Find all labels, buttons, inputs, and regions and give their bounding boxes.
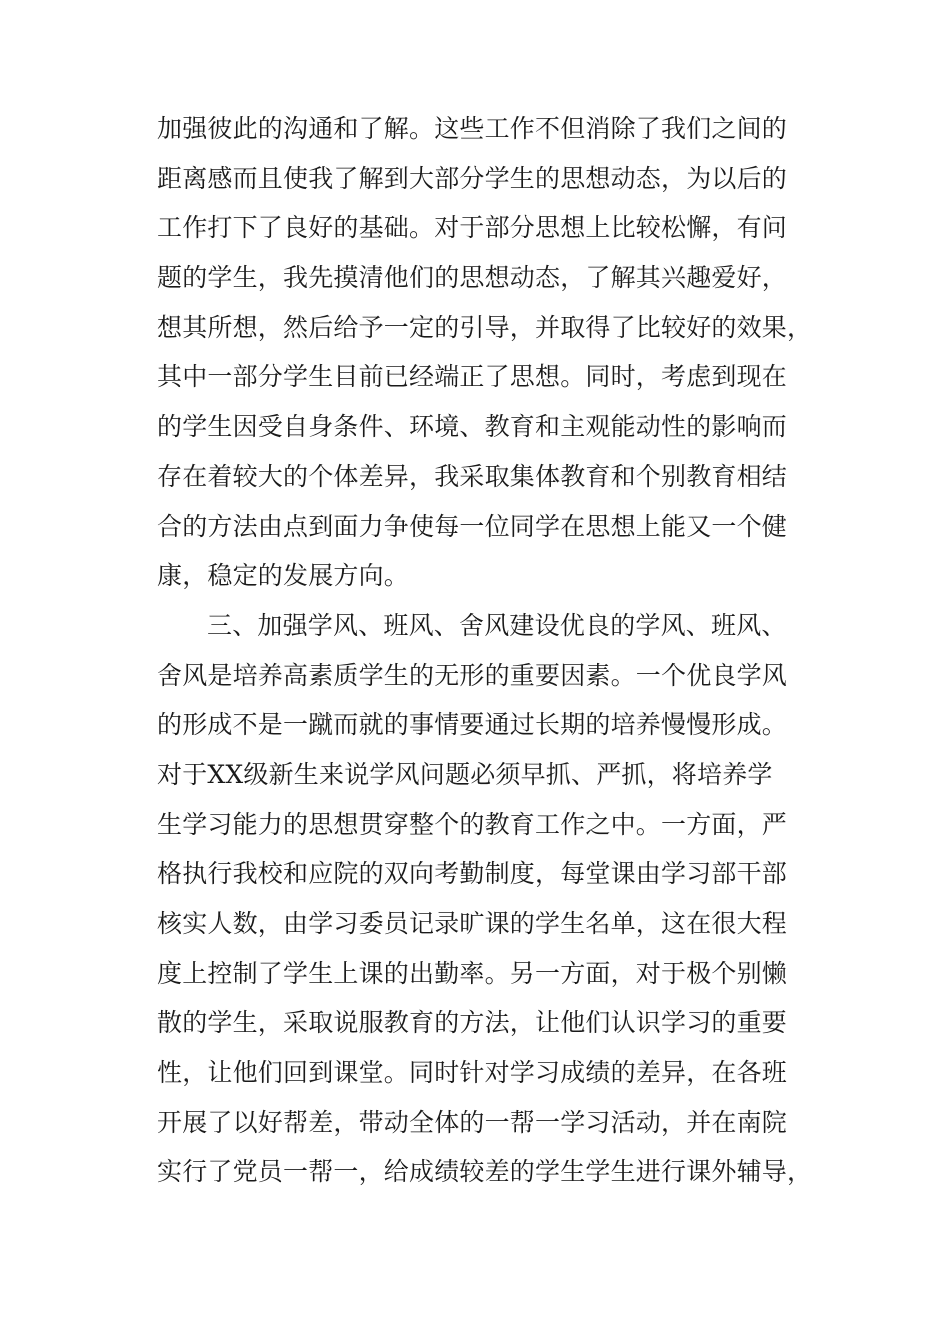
text-line: 开展了以好帮差，带动全体的一帮一学习活动，并在南院 [157, 1107, 788, 1137]
text-line: 合的方法由点到面力争使每一位同学在思想上能又一个健 [157, 511, 788, 541]
text-line: 加强彼此的沟通和了解。这些工作不但消除了我们之间的 [157, 114, 788, 143]
text-line: 的学生因受自身条件、环境、教育和主观能动性的影响而 [157, 412, 788, 442]
text-line: 康，稳定的发展方向。 [157, 561, 410, 591]
text-line: 的形成不是一蹴而就的事情要通过长期的培养慢慢形成。 [157, 710, 788, 740]
text-line: 想其所想，然后给予一定的引导，并取得了比较好的效果， [157, 312, 813, 342]
text-line: 生学习能力的思想贯穿整个的教育工作之中。一方面，严 [157, 809, 788, 839]
section-heading-line: 三、加强学风、班风、舍风建设优良的学风、班风、 [207, 610, 787, 640]
text-line: 度上控制了学生上课的出勤率。另一方面，对于极个别懒 [157, 958, 788, 988]
body-text [157, 104, 817, 1197]
text-line: 性，让他们回到课堂。同时针对学习成绩的差异，在各班 [157, 1058, 788, 1088]
text-line: 工作打下了良好的基础。对于部分思想上比较松懈，有问 [157, 213, 788, 243]
text-line: 格执行我校和应院的双向考勤制度，每堂课由学习部干部 [157, 859, 788, 889]
text-line: 散的学生，采取说服教育的方法，让他们认识学习的重要 [157, 1008, 788, 1038]
text-line: 距离感而且使我了解到大部分学生的思想动态，为以后的 [157, 163, 788, 193]
text-line: 舍风是培养高素质学生的无形的重要因素。一个优良学风 [157, 660, 788, 690]
text-line: 实行了党员一帮一，给成绩较差的学生学生进行课外辅导， [157, 1157, 813, 1187]
text-line: 对于XX级新生来说学风问题必须早抓、严抓，将培养学 [157, 759, 773, 789]
text-line: 核实人数，由学习委员记录旷课的学生名单，这在很大程 [157, 909, 788, 938]
text-line: 其中一部分学生目前已经端正了思想。同时，考虑到现在 [157, 362, 788, 392]
text-line: 题的学生，我先摸清他们的思想动态，了解其兴趣爱好， [157, 263, 788, 293]
text-line: 存在着较大的个体差异，我采取集体教育和个别教育相结 [157, 461, 788, 491]
